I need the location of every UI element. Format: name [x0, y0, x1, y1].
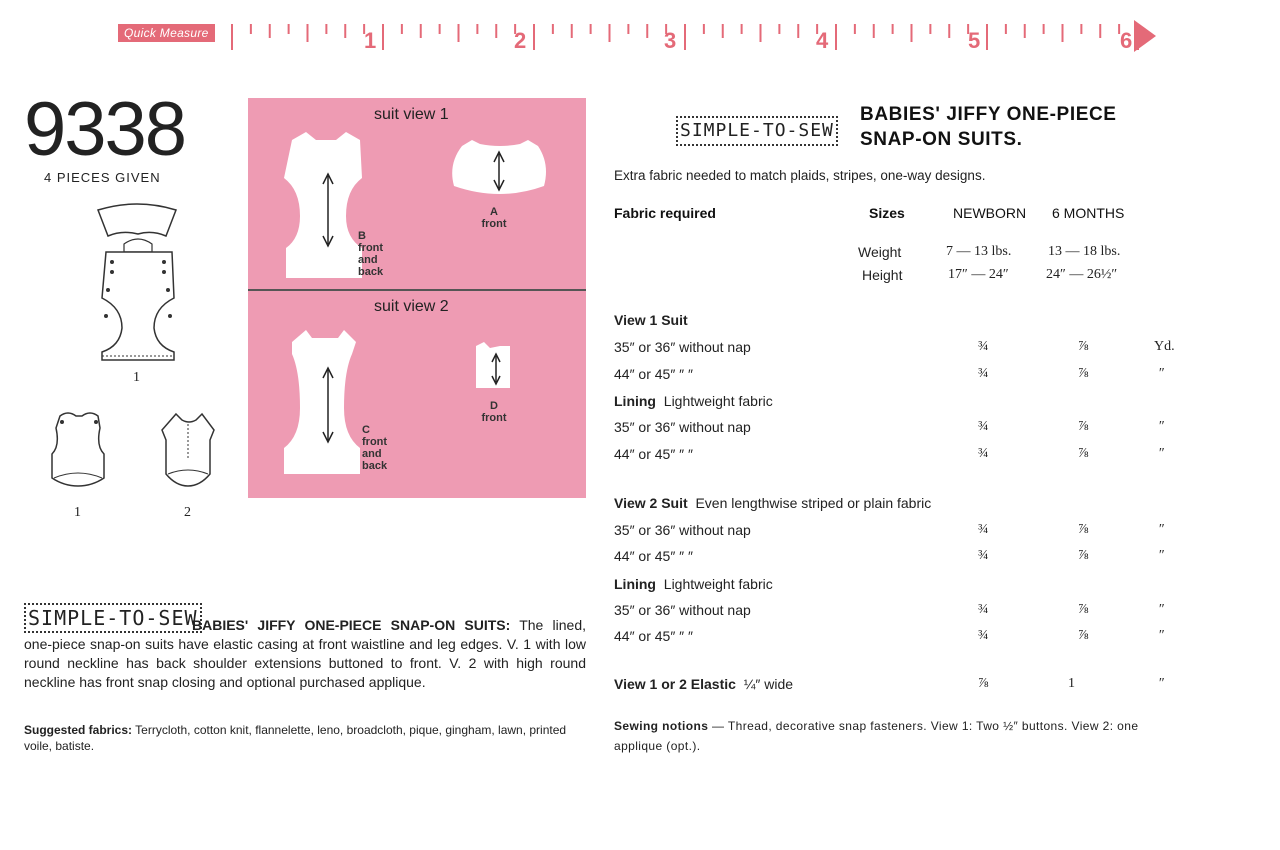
view1-35-six: ⅞	[1078, 339, 1089, 354]
view2-35-newborn: ¾	[978, 522, 989, 537]
view2-lining-bold: Lining	[614, 576, 656, 592]
sewing-notions-label: Sewing notions	[614, 719, 709, 733]
view-2-suit-rest: Even lengthwise striped or plain fabric	[695, 495, 932, 511]
view2-row-35: 35″ or 36″ without nap	[614, 522, 751, 538]
elastic-six: 1	[1068, 676, 1075, 691]
view2-lining-heading	[614, 576, 773, 592]
view1-lining-35-newborn: ¾	[978, 419, 989, 434]
elastic-newborn: ⅞	[978, 676, 989, 691]
piece-d-letter: D	[490, 400, 498, 412]
view2-lining-44-newborn: ¾	[978, 628, 989, 643]
view1-lining-row-44: 44″ or 45″ ″ ″	[614, 446, 693, 462]
piece-c-letter: C	[362, 424, 370, 436]
view1-lining-heading	[614, 393, 773, 409]
piece-d-shape	[470, 338, 520, 398]
elastic-bold: View 1 or 2 Elastic	[614, 676, 736, 692]
thumbnail-label-1: 1	[133, 370, 140, 385]
view2-44-newborn: ¾	[978, 548, 989, 563]
panel-divider	[248, 289, 586, 291]
ruler-number-4: 4	[816, 28, 829, 53]
header-title	[860, 102, 1117, 152]
view1-lining-35-ditto: ″	[1158, 419, 1164, 434]
piece-b-sub1: front	[358, 242, 384, 254]
pieces-given: 4 PIECES GIVEN	[44, 170, 161, 185]
view2-lining-44-ditto: ″	[1158, 628, 1164, 643]
six-months-weight: 13 — 18 lbs.	[1048, 244, 1121, 259]
view2-lining-35-six: ⅞	[1078, 602, 1089, 617]
view2-row-44: 44″ or 45″ ″ ″	[614, 548, 693, 564]
piece-c-shape	[278, 324, 368, 474]
height-label: Height	[862, 267, 903, 283]
piece-c-sub1: front	[362, 436, 388, 448]
ruler-number-3: 3	[664, 28, 677, 53]
weight-label: Weight	[858, 244, 902, 260]
piece-b-letter: B	[358, 230, 366, 242]
view2-lining-rest: Lightweight fabric	[663, 576, 773, 592]
piece-c-sub2: and	[362, 448, 382, 460]
view2-lining-row-44: 44″ or 45″ ″ ″	[614, 628, 693, 644]
header-title-line1: BABIES' JIFFY ONE-PIECE	[860, 104, 1117, 125]
piece-a-letter: A	[490, 206, 498, 218]
suit-view-1-small-illustration	[44, 410, 114, 490]
view-1-suit-heading: View 1 Suit	[614, 312, 688, 328]
view1-44-newborn: ¾	[978, 366, 989, 381]
simple-to-sew-badge-bottom: SIMPLE-TO-SEW	[24, 603, 202, 633]
piece-c-sub3: back	[362, 460, 388, 472]
view1-lining-row-35: 35″ or 36″ without nap	[614, 419, 751, 435]
suit-view-2-title: suit view 2	[374, 298, 449, 315]
view2-35-ditto: ″	[1158, 522, 1164, 537]
piece-a-shape	[444, 134, 554, 204]
view1-lining-44-six: ⅞	[1078, 446, 1089, 461]
sewing-notions	[614, 716, 1174, 756]
suit-view-1-illustration	[82, 200, 192, 370]
suggested-fabrics-label: Suggested fabrics:	[24, 723, 133, 737]
newborn-weight: 7 — 13 lbs.	[946, 244, 1012, 259]
piece-d-sub: front	[481, 412, 507, 424]
suit-view-2-small-illustration	[154, 410, 224, 490]
view2-35-six: ⅞	[1078, 522, 1089, 537]
view1-44-six: ⅞	[1078, 366, 1089, 381]
view2-lining-35-ditto: ″	[1158, 602, 1164, 617]
view2-lining-35-newborn: ¾	[978, 602, 989, 617]
thumbnail-label-row2-2: 2	[184, 505, 191, 520]
piece-b-sub3: back	[358, 266, 384, 278]
ruler-number-5: 5	[968, 28, 981, 53]
piece-b-label	[358, 230, 383, 278]
sewing-notions-text: — Thread, decorative snap fasteners. View 1: Two ½″ buttons. View 2: one applique (opt.).	[614, 719, 1139, 753]
view2-lining-44-six: ⅞	[1078, 628, 1089, 643]
elastic-ditto: ″	[1158, 676, 1164, 691]
view2-lining-row-35: 35″ or 36″ without nap	[614, 602, 751, 618]
view1-lining-44-newborn: ¾	[978, 446, 989, 461]
elastic-row	[614, 676, 793, 692]
six-months-height: 24″ — 26½″	[1046, 267, 1118, 282]
quick-measure-ruler	[118, 18, 1158, 58]
suggested-fabrics	[24, 722, 586, 754]
pattern-description	[24, 616, 586, 692]
piece-b-shape	[280, 128, 370, 278]
view1-44-ditto: ″	[1158, 366, 1164, 381]
piece-b-sub2: and	[358, 254, 378, 266]
view1-row-35: 35″ or 36″ without nap	[614, 339, 751, 355]
piece-c-label	[362, 424, 387, 472]
pattern-pieces-panel	[248, 98, 586, 498]
ruler-number-1: 1	[364, 28, 377, 53]
ruler-end-arrow-icon	[1134, 20, 1156, 52]
ruler-number-6: 6	[1120, 28, 1133, 53]
piece-d-label	[476, 400, 512, 424]
view1-35-newborn: ¾	[978, 339, 989, 354]
view1-lining-44-ditto: ″	[1158, 446, 1164, 461]
ruler-label: Quick Measure	[118, 24, 215, 42]
newborn-heading: NEWBORN	[953, 205, 1027, 221]
view1-lining-rest: Lightweight fabric	[663, 393, 773, 409]
yd-unit: Yd.	[1154, 339, 1175, 354]
view1-row-44: 44″ or 45″ ″ ″	[614, 366, 693, 382]
simple-to-sew-badge-top: SIMPLE-TO-SEW	[676, 116, 838, 146]
six-months-heading: 6 MONTHS	[1052, 205, 1125, 221]
suggested-fabrics-text: Terrycloth, cotton knit, flannelette, leno, broadcloth, pique, gingham, lawn, printed voile, batiste.	[24, 723, 567, 753]
elastic-rest: ¼″ wide	[743, 676, 794, 692]
view-2-suit-heading	[614, 495, 931, 511]
view2-44-ditto: ″	[1158, 548, 1164, 563]
pattern-number: 9338	[24, 87, 186, 172]
ruler-number-2: 2	[514, 28, 527, 53]
thumbnail-label-row2-1: 1	[74, 505, 81, 520]
sizes-heading: Sizes	[869, 205, 905, 221]
fabric-required-heading: Fabric required	[614, 205, 716, 221]
piece-a-label	[476, 206, 512, 230]
piece-a-sub: front	[481, 218, 507, 230]
description-title: BABIES' JIFFY ONE-PIECE SNAP-ON SUITS:	[192, 617, 511, 633]
view-2-suit-bold: View 2 Suit	[614, 495, 688, 511]
view2-44-six: ⅞	[1078, 548, 1089, 563]
ruler-ticks	[118, 18, 1158, 58]
view1-lining-bold: Lining	[614, 393, 656, 409]
suit-view-1-title: suit view 1	[374, 106, 449, 123]
extra-fabric-note: Extra fabric needed to match plaids, stripes, one-way designs.	[614, 168, 986, 183]
header-title-line2: SNAP-ON SUITS.	[860, 129, 1023, 150]
newborn-height: 17″ — 24″	[948, 267, 1009, 282]
description-body: The lined, one-piece snap-on suits have elastic casing at front waistline and leg edges. V. 1 with low round neckline has back shoulder extensions buttoned to front. V. 2 with high round neckline has front snap closing and optional purchased applique.	[24, 617, 586, 690]
view1-lining-35-six: ⅞	[1078, 419, 1089, 434]
